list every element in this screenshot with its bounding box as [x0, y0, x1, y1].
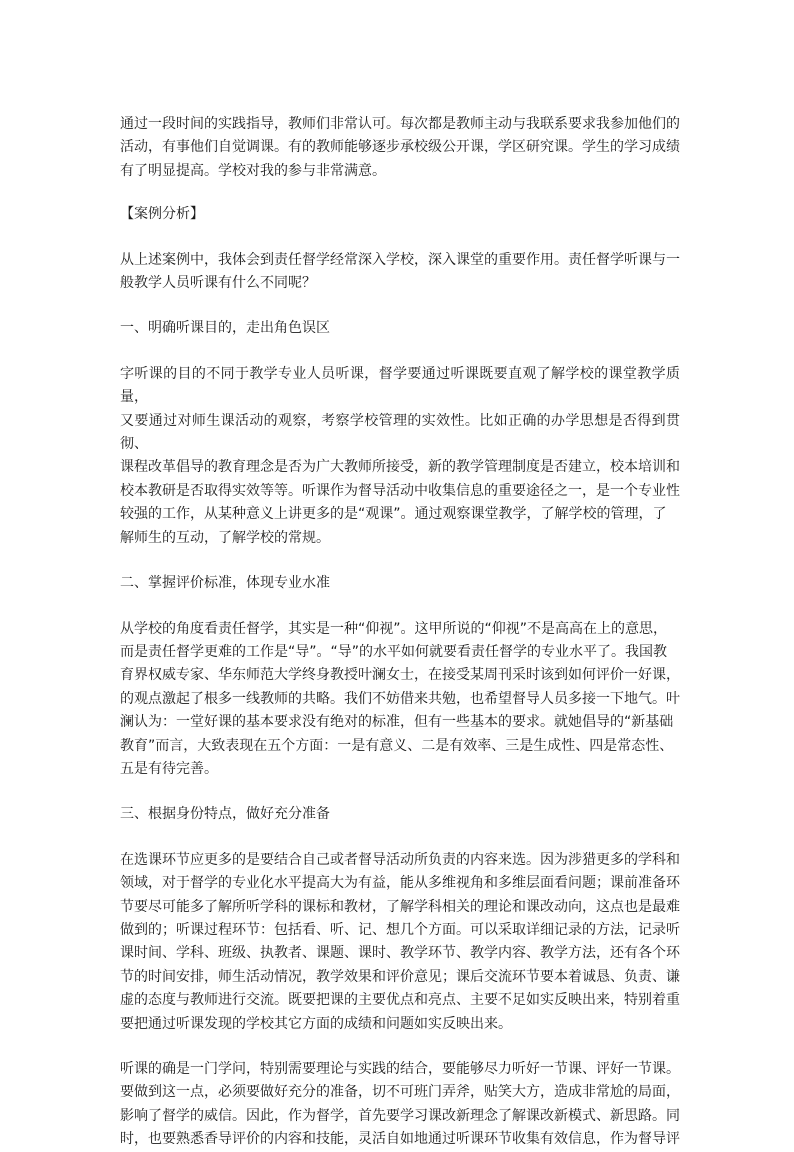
- heading-section-1: 一、明确听课目的，走出角色误区: [120, 320, 330, 337]
- paragraph-section-3: 在选课环节应更多的是要结合自己或者督导活动所负责的内容来选。因为涉猎更多的学科和 领域，对于督学的专业化水平提高大为有益，能从多维视角和多维层面看问题；课前准备环 节要尽可能多了解所听学科的课标和教材，了解学科相关的理论和课改动向，这点也是最难 做到的；听课过程环节：包括看、听、记、想几个方面。可以采取详细记录的方法，记录听 课时间、学科、班级、执教者、课题、课时、教学环节、教学内容、教学方法，还有各个环 节的时间安排，师生活动情况，教学效果和评价意见；课后交流环节要本着诚恳、负责、谦 虚的态度与教师进行交流。既要把课的主要优点和亮点、主要不足如实反映出来，特别着重 要把通过听课发现的学校其它方面的成绩和问题如实反映出来。: [120, 851, 680, 1032]
- heading-section-3: 三、根据身份特点，做好充分准备: [120, 806, 330, 823]
- paragraph-intro: 通过一段时间的实践指导，教师们非常认可。每次都是教师主动与我联系要求我参加他们的 活动，有事他们自觉调课。有的教师能够逐步承校级公开课，学区研究课。学生的学习成绩 有了明显提高。学校对我的参与非常满意。: [120, 116, 680, 179]
- paragraph-section-1: 字听课的目的不同于教学专业人员听课，督学要通过听课既要直观了解学校的课堂教学质量， 又要通过对师生课活动的观察，考察学校管理的实效性。比如正确的办学思想是否得到贯彻、 课程改革倡导的教育理念是否为广大教师所接受，新的教学管理制度是否建立，校本培训和 校本教研是否取得实效等等。听课作为督导活动中收集信息的重要途径之一，是一个专业性 较强的工作，从某种意义上讲更多的是“观课”。通过观察课堂教学，了解学校的管理，了 解师生的互动，了解学校的常规。: [120, 365, 680, 546]
- section-label-case-analysis: 【案例分析】: [120, 206, 204, 223]
- document-body: [120, 113, 680, 1152]
- paragraph-analysis-intro: 从上述案例中，我体会到责任督学经常深入学校，深入课堂的重要作用。责任督学听课与一 般教学人员听课有什么不同呢？: [120, 251, 680, 292]
- paragraph-conclusion: 听课的确是一门学问，特别需要理论与实践的结合，要能够尽力听好一节课、评好一节课。 要做到这一点，必须要做好充分的准备，切不可班门弄斧，贴笑大方，造成非常尬的局面， 影响了督学的威信。因此，作为督学，首先要学习课改新理念了解课改新模式、新思路。同 时，也要熟悉香导评价的内容和技能，灵活自如地通过听课环节收集有效信息，作为督导评: [120, 1061, 680, 1148]
- paragraph-section-2: 从学校的角度看责任督学，其实是一种“仰视”。这甲所说的“仰视”不是高高在上的意思， 而是责任督学更难的工作是“导”。“导”的水平如何就要看责任督学的专业水平了。我国教 育界权威专家、华东师范大学终身教授叶澜女士，在接受某周刊采时该到如何评价一好课， 的观点激起了根多一线教师的共略。我们不妨借来共勉，也希望督导人员多接一下地气。叶 澜认为：一堂好课的基本要求没有绝对的标准，但有一些基本的要求。就她倡导的“新基础 教育”而言，大致表现在五个方面：一是有意义、二是有效率、三是生成性、四是常态性、 五是有待完善。: [120, 620, 680, 777]
- heading-section-2: 二、掌握评价标准，体现专业水准: [120, 575, 330, 592]
